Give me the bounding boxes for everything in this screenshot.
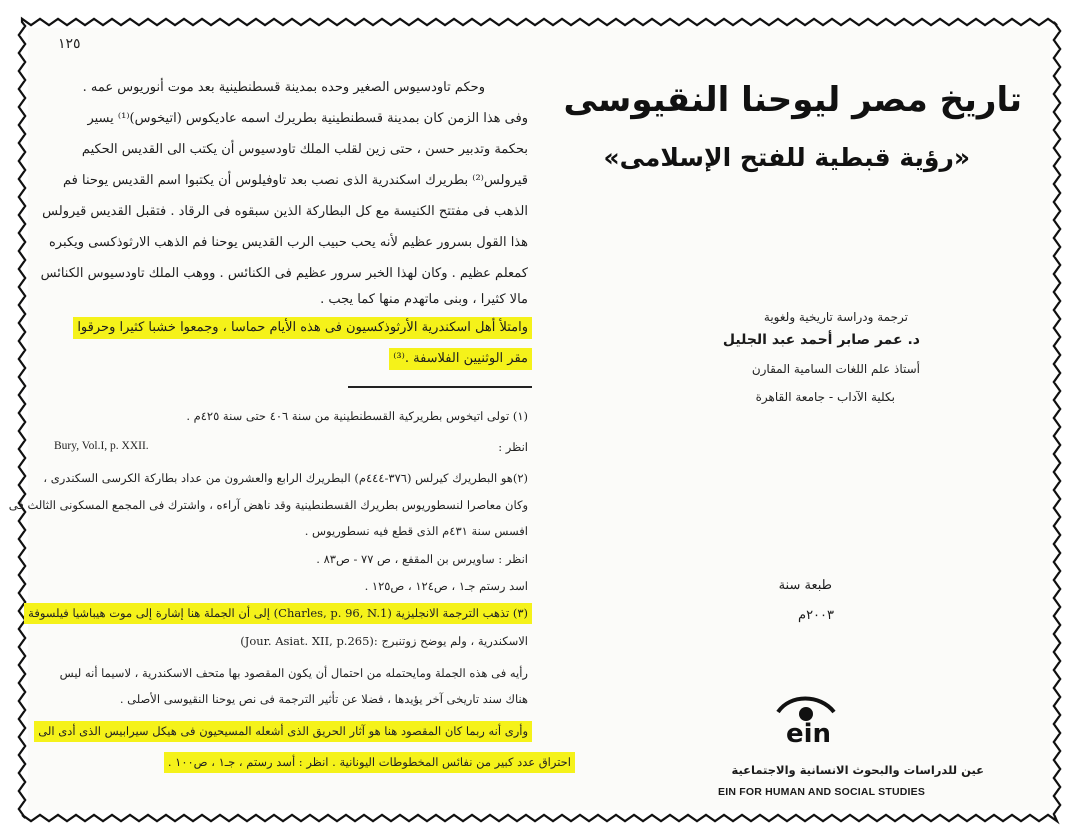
body-line-3: بحكمة وتدبير حسن ، حتى زين لقلب الملك تاودسيوس أن يكتب الى القديس الحكيم xyxy=(81,142,528,157)
credit-role: ترجمة ودراسة تاريخية ولغوية xyxy=(763,310,908,324)
publisher-name-arabic: عين للدراسات والبحوث الانسانية والاجتماعية xyxy=(731,763,984,777)
highlighted-passage-line-1: وامتلأ أهل اسكندرية الأرثوذكسيون فى هذه الأيام حماسا ، وجمعوا خشبا كثيرا وحرقوا xyxy=(73,317,532,339)
body-line-1: وحكم تاودسيوس الصغير وحده بمدينة قسطنطينية بعد موت أنوريوس عمه . xyxy=(82,80,485,95)
footnote-2-line-3: افسس سنة ٤٣١م الذى قطع فيه نسطوريوس . xyxy=(304,524,528,538)
body-line-2: وفى هذا الزمن كان بمدينة قسطنطينية بطريرك اسمه عاديكوس (اتيخوس)⁽¹⁾ يسير xyxy=(87,111,528,126)
highlighted-footnote-line-2: احتراق عدد كبير من نفائس المخطوطات اليونانية . انظر : أسد رستم ، جـ١ ، ص١٠٠ . xyxy=(164,752,575,773)
footnote-3-body-1: رأيه فى هذه الجملة ومايحتمله من احتمال أن يكون المقصود بها متحف الاسكندرية ، لاسيما أنه ليس xyxy=(59,666,528,680)
footnote-2-source-1: انظر : ساويرس بن المقفع ، ص ٧٧ - ص٨٣ . xyxy=(316,552,528,566)
ein-eye-logo xyxy=(772,690,846,750)
author-faculty: بكلية الآداب - جامعة القاهرة xyxy=(755,390,895,404)
book-page-spread xyxy=(8,28,1050,810)
body-line-7: كمعلم عظيم . وكان لهذا الخبر سرور عظيم فى الكنائس . ووهب الملك تاودسيوس الكنائس xyxy=(40,266,528,281)
footnote-3-line-2: الاسكندرية ، ولم يوضح زوتنبرج :(Jour. Asiat. XII, p.265) xyxy=(240,634,528,648)
footnote-divider xyxy=(348,386,532,388)
body-line-8: مالا كثيرا ، وبنى ماتهدم منها كما يجب . xyxy=(320,292,528,307)
author-name: د. عمر صابر أحمد عبد الجليل xyxy=(722,332,920,348)
edition-label: طبعة سنة xyxy=(778,578,832,593)
edition-year: ٢٠٠٣م xyxy=(798,608,834,623)
book-title: تاريخ مصر ليوحنا النقيوسى xyxy=(563,80,1022,120)
body-line-4: قيرولس⁽²⁾ بطريرك اسكندرية الذى نصب بعد تاوفيلوس أن يكتبوا اسم القديس يوحنا فم xyxy=(63,173,528,188)
body-line-5: الذهب فى مفتتح الكنيسة مع كل البطاركة الذين سبقوه فى الرقاد . فتقبل القديس قيرولس xyxy=(42,204,528,219)
body-line-6: هذا القول بسرور عظيم لأنه يحب حبيب الرب القديس يوحنا فم الذهب الارثوذكسى ويكبره xyxy=(48,235,528,250)
footnote-2-line-1: (٢)هو البطريرك كيرلس (٣٧٦-٤٤٤م) البطريرك الرابع والعشرون من عداد بطاركة الكرسى السكندرى ، xyxy=(43,471,528,485)
highlighted-footnote-3: (٣) تذهب الترجمة الانجليزية (Charles, p. 96, N.1) إلى أن الجملة هنا إشارة إلى موت هيباشيا فيلسوفة xyxy=(24,603,532,624)
highlighted-footnote-line-1: وأرى أنه ربما كان المقصود هنا هو آثار الحريق الذى أشعله المسيحيون فى هيكل سيرابيس الذى أدى الى xyxy=(34,721,532,742)
footnote-1-see-label: انظر : xyxy=(498,440,528,454)
publisher-name-english: EIN FOR HUMAN AND SOCIAL STUDIES xyxy=(718,786,926,798)
page-number: ١٢٥ xyxy=(58,36,81,52)
footnote-2-line-2: وكان معاصرا لنسطوريوس بطريرك القسطنطينية وقد ناهض آراءه ، واشترك فى المجمع المسكونى الثالث فى xyxy=(8,498,528,512)
footnote-3-body-2: هناك سند تاريخى آخر يؤيدها ، فضلا عن تأثير الترجمة فى نص يوحنا النقيوسى الأصلى . xyxy=(119,692,528,706)
highlighted-passage-line-2: مقر الوثنيين الفلاسفة .⁽³⁾ xyxy=(389,348,532,370)
author-title: أستاذ علم اللغات السامية المقارن xyxy=(751,362,920,376)
footnote-2-source-2: اسد رستم جـ١ ، ص١٢٤ ، ص١٢٥ . xyxy=(364,579,528,593)
logo-text: ein xyxy=(786,719,832,749)
footnote-1: (١) تولى اتيخوس بطريركية القسطنطينية من سنة ٤٠٦ حتى سنة ٤٢٥م . xyxy=(186,409,528,423)
footnote-1-reference: Bury, Vol.I, p. XXII. xyxy=(54,440,149,452)
book-subtitle: «رؤية قبطية للفتح الإسلامى» xyxy=(603,143,970,172)
